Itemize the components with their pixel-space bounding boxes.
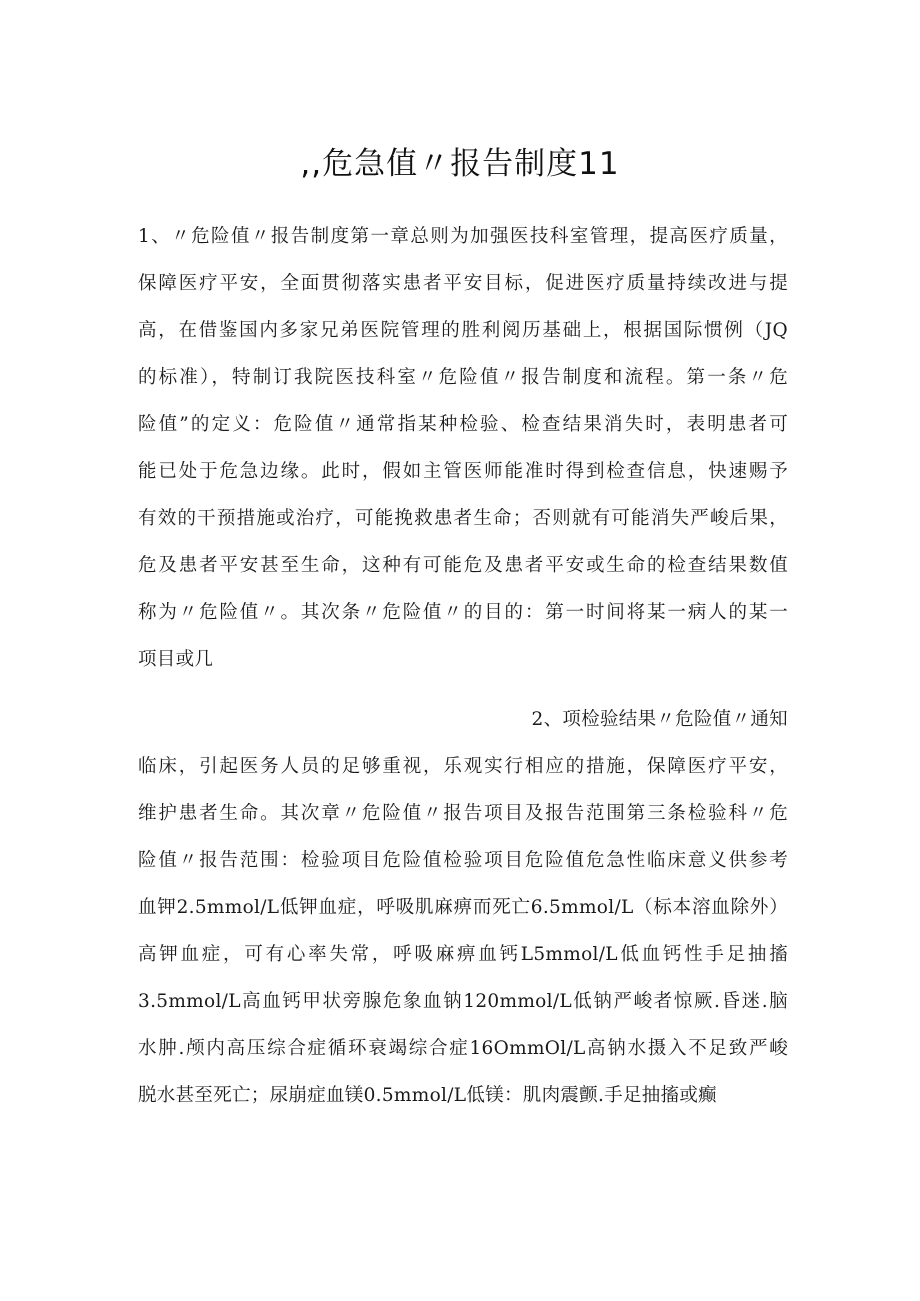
paragraph-line: 能已处于危急边缘。此时，假如主管医师能准时得到检查信息，快速赐予 [138, 461, 788, 482]
paragraph-line: 险值”的定义：危险值〃通常指某种检验、检查结果消失时，表明患者可 [138, 414, 788, 435]
paragraph-line: 3.5mmol∕L高血钙甲状旁腺危象血钠120mmol∕L低钠严峻者惊厥.昏迷.脑 [138, 991, 788, 1012]
paragraph-line: 危及患者平安甚至生命，这种有可能危及患者平安或生命的检查结果数值 [138, 555, 788, 576]
paragraph-2 [138, 696, 788, 1119]
paragraph-line: 保障医疗平安，全面贯彻落实患者平安目标，促进医疗质量持续改进与提 [138, 273, 788, 294]
paragraph-line: 的标准），特制订我院医技科室〃危险值〃报告制度和流程。第一条〃危 [138, 367, 788, 388]
paragraph-line: 临床，引起医务人员的足够重视，乐观实行相应的措施，保障医疗平安， [138, 756, 788, 777]
paragraph-line: 项目或几 [138, 649, 214, 670]
paragraph-line: 称为〃危险值〃。其次条〃危险值〃的目的：第一时间将某一病人的某一 [138, 602, 788, 623]
paragraph-line: 血钾2.5mmol∕L低钾血症，呼吸肌麻痹而死亡6.5mmol∕L（标本溶血除外） [138, 897, 788, 918]
paragraph-line: 水肿.颅内高压综合症循环衰竭综合症16OmmOl/L高钠水摄入不足致严峻 [138, 1038, 788, 1059]
paragraph-line: 1、〃危险值〃报告制度第一章总则为加强医技科室管理，提高医疗质量， [138, 226, 788, 247]
paragraph-1 [138, 213, 788, 683]
paragraph-line: 有效的干预措施或治疗，可能挽救患者生命；否则就有可能消失严峻后果， [138, 508, 788, 529]
paragraph-line: 2、项检验结果〃危险值〃通知 [531, 709, 788, 730]
paragraph-line: 维护患者生命。其次章〃危险值〃报告项目及报告范围第三条检验科〃危 [138, 803, 788, 824]
paragraph-line: 险值〃报告范围：检验项目危险值检验项目危险值危急性临床意义供参考 [138, 850, 788, 871]
paragraph-line: 高钾血症，可有心率失常，呼吸麻痹血钙L5mmol∕L低血钙性手足抽搐 [138, 944, 788, 965]
document-title: ,,危急值〃报告制度11 [300, 146, 620, 182]
paragraph-line: 脱水甚至死亡；尿崩症血镁0.5mmol∕L低镁：肌肉震颤.手足抽搐或癫 [138, 1085, 717, 1106]
paragraph-line: 高，在借鉴国内多家兄弟医院管理的胜利阅历基础上，根据国际惯例（JQ [138, 320, 788, 341]
